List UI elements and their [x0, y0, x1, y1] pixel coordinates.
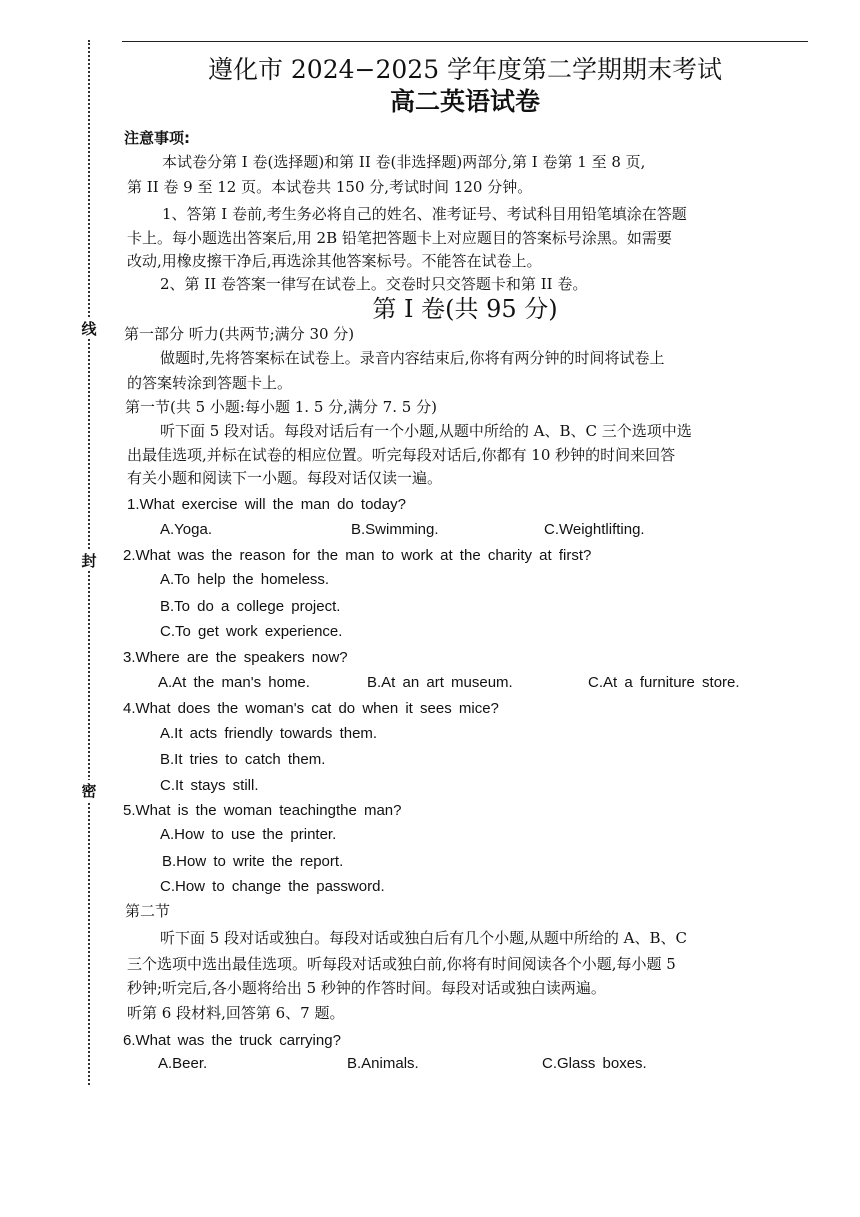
- notice-line: 本试卷分第 I 卷(选择题)和第 II 卷(非选择题)两部分,第 I 卷第 1 至 8 页,: [162, 153, 646, 171]
- exam-title: 遵化市 2024−2025 学年度第二学期期末考试: [207, 55, 723, 84]
- part-intro-line: 的答案转涂到答题卡上。: [127, 374, 293, 392]
- notice-line: 1、答第 I 卷前,考生务必将自己的姓名、准考证号、考试科目用铅笔填涂在答题: [162, 205, 687, 223]
- question-text: 5.What is the woman teachingthe man?: [123, 802, 402, 819]
- binding-char-mi: 密: [79, 780, 99, 801]
- exam-subtitle: 高二英语试卷: [389, 87, 540, 116]
- option: C.Weightlifting.: [544, 521, 645, 538]
- option: A.To help the homeless.: [160, 571, 330, 588]
- notice-line: 2、第 II 卷答案一律写在试卷上。交卷时只交答题卡和第 II 卷。: [160, 275, 588, 293]
- part-heading: 第一部分 听力(共两节;满分 30 分): [124, 325, 355, 343]
- option: A.It acts friendly towards them.: [160, 725, 378, 742]
- option: C.How to change the password.: [160, 878, 385, 895]
- option: B.At an art museum.: [367, 674, 513, 691]
- part-intro-line: 做题时,先将答案标在试卷上。录音内容结束后,你将有两分钟的时间将试卷上: [160, 349, 665, 367]
- section-intro-line: 三个选项中选出最佳选项。听每段对话或独白前,你将有时间阅读各个小题,每小题 5: [127, 955, 676, 973]
- section-intro-line: 听下面 5 段对话或独白。每段对话或独白后有几个小题,从题中所给的 A、B、C: [160, 929, 687, 947]
- section-heading: 第二节: [125, 902, 171, 920]
- option: B.Swimming.: [351, 521, 439, 538]
- option: C.Glass boxes.: [542, 1055, 647, 1072]
- section-heading: 第一节(共 5 小题:每小题 1. 5 分,满分 7. 5 分): [125, 398, 437, 416]
- notice-line: 第 II 卷 9 至 12 页。本试卷共 150 分,考试时间 120 分钟。: [127, 178, 533, 196]
- section-intro-line: 听下面 5 段对话。每段对话后有一个小题,从题中所给的 A、B、C 三个选项中选: [160, 422, 692, 440]
- binding-char-feng: 封: [79, 550, 99, 571]
- section-intro-line: 有关小题和阅读下一小题。每段对话仅读一遍。: [127, 469, 443, 487]
- question-text: 3.Where are the speakers now?: [123, 649, 348, 666]
- option: B.How to write the report.: [162, 853, 344, 870]
- option: B.Animals.: [347, 1055, 419, 1072]
- option: C.At a furniture store.: [588, 674, 740, 691]
- option: A.Beer.: [158, 1055, 208, 1072]
- option: B.It tries to catch them.: [160, 751, 326, 768]
- question-text: 4.What does the woman's cat do when it sees mice?: [123, 700, 499, 717]
- notice-line: 改动,用橡皮擦干净后,再选涂其他答案标号。不能答在试卷上。: [127, 252, 542, 270]
- section-intro-line: 出最佳选项,并标在试卷的相应位置。听完每段对话后,你都有 10 秒钟的时间来回答: [127, 446, 676, 464]
- option: C.It stays still.: [160, 777, 259, 794]
- option: C.To get work experience.: [160, 623, 343, 640]
- top-rule: [122, 41, 808, 42]
- volume-heading: 第 I 卷(共 95 分): [372, 295, 558, 323]
- material-note: 听第 6 段材料,回答第 6、7 题。: [127, 1004, 345, 1022]
- question-text: 2.What was the reason for the man to work at the charity at first?: [123, 547, 592, 564]
- section-intro-line: 秒钟;听完后,各小题将给出 5 秒钟的作答时间。每段对话或独白读两遍。: [127, 979, 606, 997]
- option: A.At the man's home.: [158, 674, 310, 691]
- question-text: 6.What was the truck carrying?: [123, 1032, 341, 1049]
- notice-heading: 注意事项:: [124, 129, 190, 147]
- binding-char-xian: 线: [79, 318, 99, 339]
- question-text: 1.What exercise will the man do today?: [127, 496, 406, 513]
- notice-line: 卡上。每小题选出答案后,用 2B 铅笔把答题卡上对应题目的答案标号涂黑。如需要: [127, 229, 672, 247]
- option: A.Yoga.: [160, 521, 212, 538]
- option: B.To do a college project.: [160, 598, 341, 615]
- option: A.How to use the printer.: [160, 826, 337, 843]
